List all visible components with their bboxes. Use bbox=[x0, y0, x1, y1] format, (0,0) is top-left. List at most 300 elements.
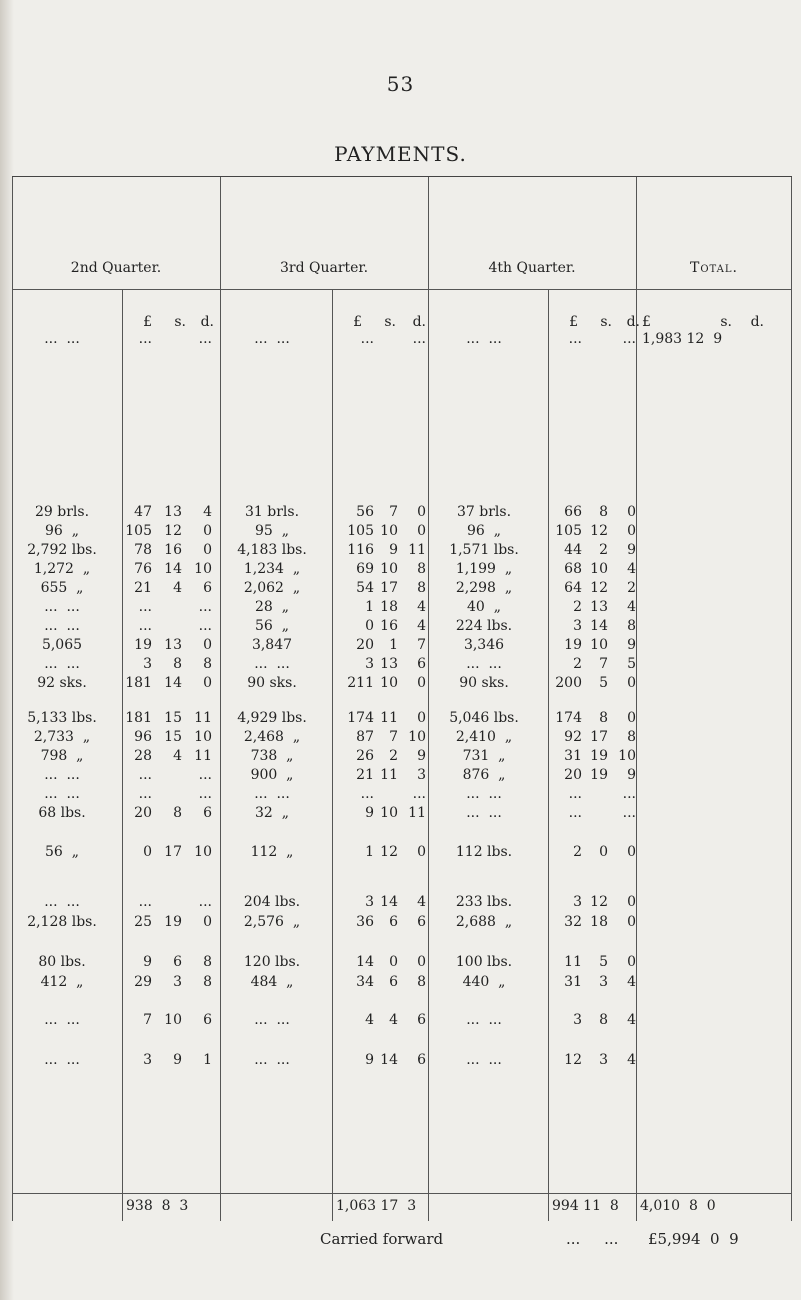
pence-cell: 11 bbox=[408, 805, 426, 821]
pounds-cell: 3 bbox=[573, 1012, 582, 1028]
shillings-cell: 13 bbox=[380, 656, 398, 672]
pounds-cell: 3 bbox=[573, 618, 582, 634]
pence-cell: 11 bbox=[194, 748, 212, 764]
total-shillings-header: s. bbox=[720, 314, 732, 330]
shillings-cell: 12 bbox=[590, 894, 608, 910]
quantity-cell: ... ... bbox=[44, 599, 80, 615]
shillings-cell: 10 bbox=[380, 675, 398, 691]
shillings-cell: 12 bbox=[590, 580, 608, 596]
pence-cell: ... bbox=[412, 331, 426, 347]
pounds-cell: 3 bbox=[365, 894, 374, 910]
quantity-cell: ... ... bbox=[466, 656, 502, 672]
pounds-cell: 54 bbox=[356, 580, 374, 596]
pence-cell: 10 bbox=[618, 748, 636, 764]
pence-cell: ... bbox=[198, 331, 212, 347]
shillings-cell: 11 bbox=[380, 710, 398, 726]
shillings-cell: 3 bbox=[173, 974, 182, 990]
pence-cell: 4 bbox=[417, 894, 426, 910]
quantity-cell: ... ... bbox=[254, 1012, 290, 1028]
pounds-cell: 9 bbox=[365, 805, 374, 821]
header-rule bbox=[12, 289, 792, 290]
carried-forward-label: Carried forward bbox=[320, 1230, 444, 1248]
pence-cell: ... bbox=[622, 331, 636, 347]
pounds-cell: 1 bbox=[365, 599, 374, 615]
pence-cell: 0 bbox=[627, 710, 636, 726]
shillings-cell: 7 bbox=[599, 656, 608, 672]
shillings-cell: 4 bbox=[173, 580, 182, 596]
quantity-cell: ... ... bbox=[44, 656, 80, 672]
pence-cell: 6 bbox=[417, 914, 426, 930]
carried-forward-dots: ... ... bbox=[566, 1230, 619, 1248]
pounds-cell: 3 bbox=[365, 656, 374, 672]
pence-cell: ... bbox=[412, 786, 426, 802]
pence-cell: 8 bbox=[417, 580, 426, 596]
quantity-cell: 96 „ bbox=[467, 523, 501, 539]
quantity-cell: ... ... bbox=[254, 786, 290, 802]
pence-cell: 10 bbox=[194, 844, 212, 860]
quantity-cell: 1,571 lbs. bbox=[449, 542, 519, 558]
pounds-cell: 4 bbox=[365, 1012, 374, 1028]
pounds-cell: 56 bbox=[356, 504, 374, 520]
shillings-cell: 3 bbox=[599, 974, 608, 990]
quantity-cell: 1,272 „ bbox=[33, 561, 91, 577]
pence-cell: 0 bbox=[203, 542, 212, 558]
pence-cell: 6 bbox=[203, 805, 212, 821]
pounds-cell: 1 bbox=[365, 844, 374, 860]
total-3rd-quarter: 1,063 17 3 bbox=[336, 1198, 417, 1214]
pounds-cell: 20 bbox=[134, 805, 152, 821]
quantity-cell: ... ... bbox=[466, 805, 502, 821]
pounds-cell: 105 bbox=[125, 523, 152, 539]
shillings-cell: 9 bbox=[173, 1052, 182, 1068]
payments-ledger-table bbox=[12, 176, 792, 1221]
column-header-2nd-quarter: 2nd Quarter. bbox=[70, 260, 162, 276]
quantity-cell: 37 brls. bbox=[456, 504, 512, 520]
shillings-cell: 4 bbox=[173, 748, 182, 764]
pounds-cell: 11 bbox=[564, 954, 582, 970]
shillings-cell: 10 bbox=[380, 561, 398, 577]
pounds-cell: 7 bbox=[143, 1012, 152, 1028]
pounds-cell: 2 bbox=[573, 599, 582, 615]
shillings-cell: 18 bbox=[590, 914, 608, 930]
quantity-cell: 4,929 lbs. bbox=[237, 710, 307, 726]
pounds-cell: 25 bbox=[134, 914, 152, 930]
quantity-cell: 112 lbs. bbox=[455, 844, 513, 860]
quantity-cell: 412 „ bbox=[40, 974, 84, 990]
quantity-cell: ... ... bbox=[44, 618, 80, 634]
pence-cell: 10 bbox=[194, 561, 212, 577]
pounds-cell: 92 bbox=[564, 729, 582, 745]
pound-header: £ bbox=[143, 314, 152, 330]
shillings-header: s. bbox=[600, 314, 612, 330]
pence-cell: 0 bbox=[203, 637, 212, 653]
pounds-cell: 32 bbox=[564, 914, 582, 930]
total-4th-quarter: 994 11 8 bbox=[552, 1198, 619, 1214]
quantity-cell: 2,410 „ bbox=[455, 729, 513, 745]
column-rule bbox=[791, 177, 792, 1221]
quantity-cell: 204 lbs. bbox=[243, 894, 301, 910]
pounds-cell: ... bbox=[138, 618, 152, 634]
shillings-cell: 2 bbox=[389, 748, 398, 764]
pounds-cell: 0 bbox=[143, 844, 152, 860]
pounds-cell: 68 bbox=[564, 561, 582, 577]
pounds-cell: 9 bbox=[143, 954, 152, 970]
quantity-cell: 900 „ bbox=[250, 767, 294, 783]
pounds-cell: 2 bbox=[573, 844, 582, 860]
pounds-cell: 21 bbox=[356, 767, 374, 783]
pounds-cell: 31 bbox=[564, 974, 582, 990]
pounds-cell: ... bbox=[138, 331, 152, 347]
pence-cell: 6 bbox=[203, 580, 212, 596]
shillings-cell: 16 bbox=[164, 542, 182, 558]
quantity-cell: ... ... bbox=[44, 1052, 80, 1068]
pounds-cell: 105 bbox=[555, 523, 582, 539]
pounds-cell: 66 bbox=[564, 504, 582, 520]
quantity-cell: 2,128 lbs. bbox=[27, 914, 97, 930]
pounds-cell: 0 bbox=[365, 618, 374, 634]
pounds-cell: 200 bbox=[555, 675, 582, 691]
pounds-cell: 9 bbox=[365, 1052, 374, 1068]
pounds-cell: 31 bbox=[564, 748, 582, 764]
shillings-cell: 19 bbox=[590, 767, 608, 783]
pence-cell: 0 bbox=[627, 523, 636, 539]
quantity-cell: 440 „ bbox=[462, 974, 506, 990]
quantity-cell: 2,688 „ bbox=[455, 914, 513, 930]
shillings-cell: 14 bbox=[164, 561, 182, 577]
pence-cell: 11 bbox=[408, 542, 426, 558]
pence-cell: 9 bbox=[627, 542, 636, 558]
pounds-cell: 3 bbox=[143, 1052, 152, 1068]
quantity-cell: 484 „ bbox=[250, 974, 294, 990]
grand-total: 4,010 8 0 bbox=[640, 1198, 716, 1214]
pounds-cell: ... bbox=[568, 805, 582, 821]
pence-header: d. bbox=[200, 314, 214, 330]
shillings-cell: 17 bbox=[380, 580, 398, 596]
shillings-cell: 8 bbox=[599, 504, 608, 520]
shillings-cell: 8 bbox=[173, 656, 182, 672]
page-number: 53 bbox=[386, 72, 415, 96]
pence-cell: 2 bbox=[627, 580, 636, 596]
shillings-cell: 8 bbox=[599, 1012, 608, 1028]
quantity-cell: 31 brls. bbox=[244, 504, 300, 520]
shillings-cell: 14 bbox=[590, 618, 608, 634]
pounds-cell: 76 bbox=[134, 561, 152, 577]
shillings-cell: 6 bbox=[389, 974, 398, 990]
shillings-cell: 1 bbox=[389, 637, 398, 653]
pounds-cell: 20 bbox=[356, 637, 374, 653]
pounds-cell: ... bbox=[360, 331, 374, 347]
quantity-cell: 56 „ bbox=[255, 618, 289, 634]
quantity-cell: 2,298 „ bbox=[455, 580, 513, 596]
quantity-cell: 92 sks. bbox=[37, 675, 87, 691]
shillings-cell: 7 bbox=[389, 729, 398, 745]
pence-cell: 4 bbox=[627, 599, 636, 615]
pence-cell: 0 bbox=[417, 504, 426, 520]
quantity-cell: 90 sks. bbox=[459, 675, 509, 691]
quantity-cell: ... ... bbox=[466, 331, 502, 347]
column-header-3rd-quarter: 3rd Quarter. bbox=[279, 260, 369, 276]
pence-cell: 9 bbox=[417, 748, 426, 764]
pounds-cell: ... bbox=[138, 767, 152, 783]
quantity-cell: ... ... bbox=[44, 331, 80, 347]
quantity-cell: 112 „ bbox=[250, 844, 294, 860]
pence-cell: 8 bbox=[203, 656, 212, 672]
page-title: PAYMENTS. bbox=[334, 142, 467, 166]
pounds-cell: 69 bbox=[356, 561, 374, 577]
shillings-cell: 14 bbox=[380, 894, 398, 910]
pounds-cell: 174 bbox=[555, 710, 582, 726]
quantity-cell: 29 brls. bbox=[34, 504, 90, 520]
shillings-cell: 4 bbox=[389, 1012, 398, 1028]
pence-cell: 11 bbox=[194, 710, 212, 726]
shillings-cell: 5 bbox=[599, 954, 608, 970]
pence-cell: 0 bbox=[627, 844, 636, 860]
shillings-cell: 19 bbox=[590, 748, 608, 764]
pence-cell: 9 bbox=[627, 637, 636, 653]
pence-cell: 0 bbox=[627, 504, 636, 520]
pounds-cell: 21 bbox=[134, 580, 152, 596]
quantity-cell: ... ... bbox=[254, 656, 290, 672]
shillings-cell: 10 bbox=[164, 1012, 182, 1028]
pounds-cell: 64 bbox=[564, 580, 582, 596]
pence-cell: 4 bbox=[417, 599, 426, 615]
shillings-cell: 13 bbox=[164, 504, 182, 520]
shillings-cell: 19 bbox=[164, 914, 182, 930]
pence-cell: 4 bbox=[417, 618, 426, 634]
pounds-cell: 3 bbox=[143, 656, 152, 672]
quantity-cell: 2,468 „ bbox=[243, 729, 301, 745]
shillings-cell: 13 bbox=[164, 637, 182, 653]
shillings-cell: 16 bbox=[380, 618, 398, 634]
quantity-cell: 28 „ bbox=[255, 599, 289, 615]
pounds-cell: 181 bbox=[125, 710, 152, 726]
pounds-cell: ... bbox=[138, 599, 152, 615]
quantity-cell: 2,792 lbs. bbox=[27, 542, 97, 558]
pence-cell: ... bbox=[198, 599, 212, 615]
shillings-cell: 2 bbox=[599, 542, 608, 558]
quantity-cell: ... ... bbox=[44, 1012, 80, 1028]
pence-cell: 10 bbox=[408, 729, 426, 745]
shillings-cell: 14 bbox=[380, 1052, 398, 1068]
pounds-cell: 28 bbox=[134, 748, 152, 764]
shillings-cell: 10 bbox=[590, 561, 608, 577]
totals-rule bbox=[12, 1193, 792, 1194]
pence-cell: 0 bbox=[417, 710, 426, 726]
shillings-cell: 0 bbox=[599, 844, 608, 860]
quantity-cell: 233 lbs. bbox=[455, 894, 513, 910]
pence-cell: 8 bbox=[627, 618, 636, 634]
shillings-cell: 10 bbox=[590, 637, 608, 653]
pounds-cell: 47 bbox=[134, 504, 152, 520]
pence-cell: ... bbox=[198, 894, 212, 910]
shillings-cell: 11 bbox=[380, 767, 398, 783]
pence-cell: 4 bbox=[627, 1012, 636, 1028]
pence-cell: 0 bbox=[203, 914, 212, 930]
pence-cell: 0 bbox=[627, 914, 636, 930]
quantity-cell: 738 „ bbox=[250, 748, 294, 764]
quantity-cell: ... ... bbox=[44, 894, 80, 910]
total-2nd-quarter: 938 8 3 bbox=[126, 1198, 189, 1214]
quantity-cell: 5,046 lbs. bbox=[449, 710, 519, 726]
pence-cell: 0 bbox=[417, 954, 426, 970]
quantity-cell: 3,847 bbox=[251, 637, 293, 653]
pence-cell: 8 bbox=[203, 954, 212, 970]
pounds-cell: 116 bbox=[347, 542, 374, 558]
pence-cell: 4 bbox=[627, 561, 636, 577]
carried-forward-line bbox=[0, 1230, 801, 1250]
quantity-cell: 2,062 „ bbox=[243, 580, 301, 596]
pence-cell: 0 bbox=[417, 523, 426, 539]
pence-cell: 4 bbox=[627, 1052, 636, 1068]
pounds-cell: 174 bbox=[347, 710, 374, 726]
quantity-cell: ... ... bbox=[466, 1052, 502, 1068]
column-rule bbox=[636, 177, 637, 1221]
shillings-cell: 17 bbox=[164, 844, 182, 860]
pounds-cell: 29 bbox=[134, 974, 152, 990]
quantity-cell: 1,234 „ bbox=[243, 561, 301, 577]
column-header-total: Total. bbox=[690, 260, 738, 276]
shillings-cell: 10 bbox=[380, 523, 398, 539]
pence-cell: 0 bbox=[627, 954, 636, 970]
quantity-cell: ... ... bbox=[466, 1012, 502, 1028]
pound-header: £ bbox=[353, 314, 362, 330]
quantity-cell: 4,183 lbs. bbox=[237, 542, 307, 558]
quantity-cell: 3,346 bbox=[463, 637, 505, 653]
pence-header: d. bbox=[626, 314, 640, 330]
shillings-cell: 15 bbox=[164, 710, 182, 726]
pounds-cell: 20 bbox=[564, 767, 582, 783]
shillings-cell: 14 bbox=[164, 675, 182, 691]
pounds-cell: ... bbox=[568, 331, 582, 347]
pence-cell: 10 bbox=[194, 729, 212, 745]
quantity-cell: 96 „ bbox=[45, 523, 79, 539]
quantity-cell: 68 lbs. bbox=[38, 805, 86, 821]
pence-cell: 3 bbox=[417, 767, 426, 783]
quantity-cell: 2,733 „ bbox=[33, 729, 91, 745]
quantity-cell: 876 „ bbox=[462, 767, 506, 783]
shillings-header: s. bbox=[174, 314, 186, 330]
quantity-cell: 32 „ bbox=[255, 805, 289, 821]
shillings-cell: 12 bbox=[590, 523, 608, 539]
pounds-cell: 105 bbox=[347, 523, 374, 539]
pounds-cell: 19 bbox=[564, 637, 582, 653]
shillings-cell: 12 bbox=[380, 844, 398, 860]
shillings-header: s. bbox=[384, 314, 396, 330]
carried-forward-amount: £5,994 0 9 bbox=[648, 1230, 739, 1248]
pence-cell: 5 bbox=[627, 656, 636, 672]
quantity-cell: 2,576 „ bbox=[243, 914, 301, 930]
quantity-cell: ... ... bbox=[44, 767, 80, 783]
quantity-cell: 120 lbs. bbox=[243, 954, 301, 970]
pence-cell: ... bbox=[198, 767, 212, 783]
shillings-cell: 18 bbox=[380, 599, 398, 615]
pence-cell: 7 bbox=[417, 637, 426, 653]
quantity-cell: 224 lbs. bbox=[455, 618, 513, 634]
pounds-cell: 26 bbox=[356, 748, 374, 764]
pence-cell: ... bbox=[198, 786, 212, 802]
pounds-cell: ... bbox=[568, 786, 582, 802]
shillings-cell: 7 bbox=[389, 504, 398, 520]
pence-cell: ... bbox=[198, 618, 212, 634]
pounds-cell: 44 bbox=[564, 542, 582, 558]
pounds-cell: 3 bbox=[573, 894, 582, 910]
shillings-cell: 17 bbox=[590, 729, 608, 745]
pence-cell: 0 bbox=[627, 894, 636, 910]
pounds-cell: 211 bbox=[347, 675, 374, 691]
pence-cell: 4 bbox=[203, 504, 212, 520]
shillings-cell: 3 bbox=[599, 1052, 608, 1068]
quantity-cell: 95 „ bbox=[255, 523, 289, 539]
shillings-cell: 0 bbox=[389, 954, 398, 970]
pence-cell: 6 bbox=[417, 1012, 426, 1028]
shillings-cell: 9 bbox=[389, 542, 398, 558]
pence-cell: 6 bbox=[203, 1012, 212, 1028]
pounds-cell: ... bbox=[138, 786, 152, 802]
quantity-cell: ... ... bbox=[254, 1052, 290, 1068]
total-pound-header: £ bbox=[642, 314, 651, 330]
pounds-cell: 34 bbox=[356, 974, 374, 990]
pence-cell: 8 bbox=[417, 974, 426, 990]
pounds-cell: 96 bbox=[134, 729, 152, 745]
pence-cell: ... bbox=[622, 805, 636, 821]
pounds-cell: 19 bbox=[134, 637, 152, 653]
shillings-cell: 12 bbox=[164, 523, 182, 539]
column-header-4th-quarter: 4th Quarter. bbox=[488, 260, 576, 276]
shillings-cell: 15 bbox=[164, 729, 182, 745]
pence-cell: 1 bbox=[203, 1052, 212, 1068]
shillings-cell: 6 bbox=[389, 914, 398, 930]
quantity-cell: 5,065 bbox=[41, 637, 83, 653]
quantity-cell: ... ... bbox=[254, 331, 290, 347]
pence-header: d. bbox=[412, 314, 426, 330]
pence-cell: 4 bbox=[627, 974, 636, 990]
pence-cell: 0 bbox=[627, 675, 636, 691]
pence-cell: 0 bbox=[203, 523, 212, 539]
pounds-cell: ... bbox=[138, 894, 152, 910]
shillings-cell: 8 bbox=[173, 805, 182, 821]
total-cell: 1,983 12 9 bbox=[642, 331, 723, 347]
pence-cell: 0 bbox=[417, 844, 426, 860]
pence-cell: 8 bbox=[627, 729, 636, 745]
quantity-cell: 5,133 lbs. bbox=[27, 710, 97, 726]
pence-cell: 0 bbox=[417, 675, 426, 691]
pounds-cell: 181 bbox=[125, 675, 152, 691]
pound-header: £ bbox=[569, 314, 578, 330]
quantity-cell: 40 „ bbox=[467, 599, 501, 615]
quantity-cell: 731 „ bbox=[462, 748, 506, 764]
total-pence-header: d. bbox=[750, 314, 764, 330]
quantity-cell: ... ... bbox=[466, 786, 502, 802]
pounds-cell: 78 bbox=[134, 542, 152, 558]
shillings-cell: 8 bbox=[599, 710, 608, 726]
pence-cell: 0 bbox=[203, 675, 212, 691]
pounds-cell: 2 bbox=[573, 656, 582, 672]
pence-cell: 6 bbox=[417, 656, 426, 672]
pounds-cell: 14 bbox=[356, 954, 374, 970]
pounds-cell: ... bbox=[360, 786, 374, 802]
shillings-cell: 5 bbox=[599, 675, 608, 691]
pence-cell: 8 bbox=[417, 561, 426, 577]
quantity-cell: 90 sks. bbox=[247, 675, 297, 691]
quantity-cell: 1,199 „ bbox=[455, 561, 513, 577]
quantity-cell: 798 „ bbox=[40, 748, 84, 764]
quantity-cell: 100 lbs. bbox=[455, 954, 513, 970]
quantity-cell: 655 „ bbox=[40, 580, 84, 596]
pence-cell: 6 bbox=[417, 1052, 426, 1068]
pence-cell: 8 bbox=[203, 974, 212, 990]
shillings-cell: 6 bbox=[173, 954, 182, 970]
quantity-cell: 56 „ bbox=[45, 844, 79, 860]
